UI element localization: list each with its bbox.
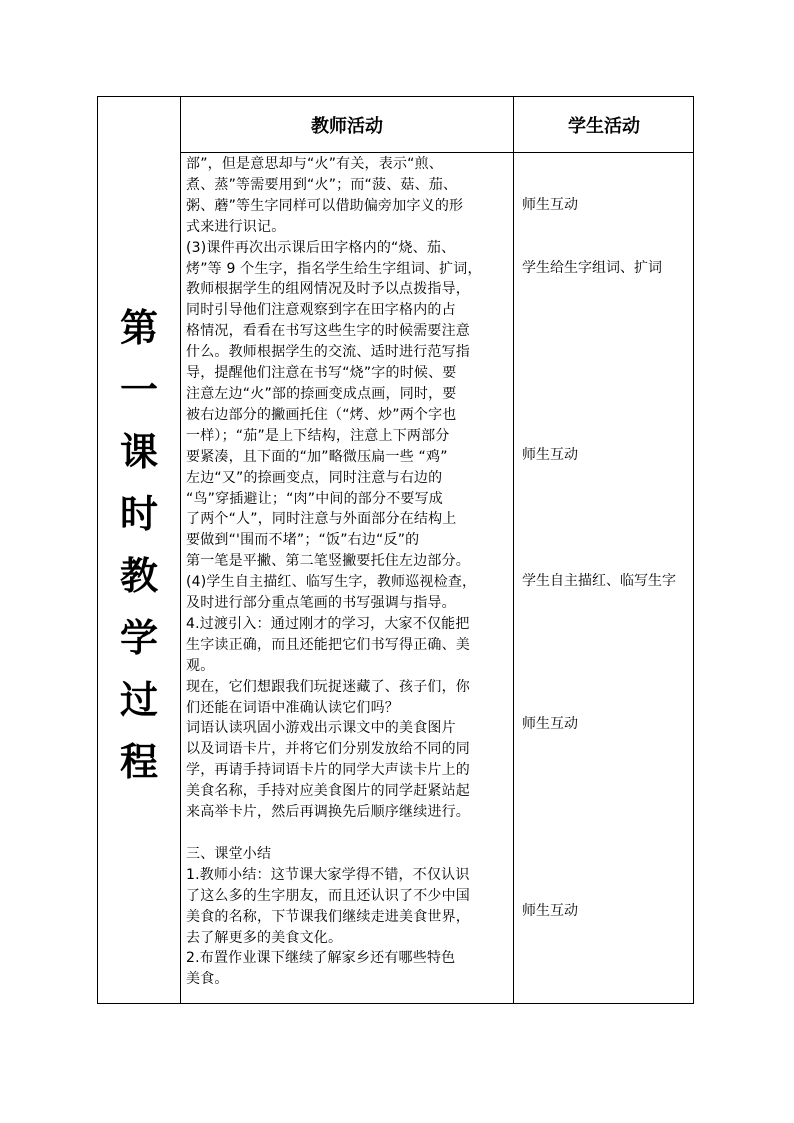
text-line: 教师根据学生的组网情况及时予以点拨指导， <box>186 281 470 298</box>
student-note: 师生互动 <box>522 447 578 463</box>
section-char: 学 <box>119 615 158 660</box>
student-activity-header: 学生活动 <box>568 115 640 137</box>
teacher-activity-text <box>186 154 508 990</box>
text-line: 三、课堂小结 <box>186 845 272 862</box>
text-line: 同时引导他们注意观察到字在田字格内的占 <box>186 302 456 319</box>
text-line: 要做到“'围而不堵”；“饭”右边“反”的 <box>186 532 420 549</box>
text-line: (4)学生自主描红、临写生字，教师巡视检查， <box>186 574 477 591</box>
section-label <box>98 297 180 793</box>
text-line: (3)课件再次出示课后田字格内的“烧、茄、 <box>186 239 456 256</box>
text-line: 第一笔是平撇、第二笔竖撇要托住左边部分。 <box>186 553 470 570</box>
lesson-table <box>97 96 694 1004</box>
teacher-activity-header: 教师活动 <box>311 115 383 137</box>
column-divider-right <box>513 97 514 1003</box>
text-line: 导，提醒他们注意在书写“烧”字的时候、要 <box>186 365 457 382</box>
text-line: 2.布置作业课下继续了解家乡还有哪些特色 <box>186 950 456 967</box>
text-line: 了这么多的生字朋友，而且还认识了不少中国 <box>186 887 470 904</box>
text-line: 了两个“人”，同时注意与外面部分在结构上 <box>186 511 457 528</box>
text-line: 一样）；“茄”是上下结构，注意上下两部分 <box>186 427 450 444</box>
text-line: 注意左边“火”部的捺画变成点画，同时，要 <box>186 385 457 402</box>
student-note: 师生互动 <box>522 903 578 919</box>
section-char: 程 <box>119 739 158 784</box>
text-line: 4.过渡引入：通过刚才的学习，大家不仅能把 <box>186 615 470 632</box>
text-line: 式来进行识记。 <box>186 218 286 235</box>
student-note: 师生互动 <box>522 716 578 732</box>
section-char: 一 <box>119 367 158 412</box>
text-line: 部”，但是意思却与“火”有关，表示“煎、 <box>186 156 444 172</box>
text-line: “鸟”穿插避让；“肉”中间的部分不要写成 <box>186 490 444 507</box>
section-char: 教 <box>119 553 158 598</box>
header-divider <box>180 152 693 153</box>
section-char: 课 <box>119 429 158 474</box>
text-line: 现在，它们想跟我们玩捉迷藏了、孩子们，你 <box>186 678 470 695</box>
text-line: 生字读正确，而且还能把它们书写得正确、美 <box>186 636 470 653</box>
text-line: 学，再请手持词语卡片的同学大声读卡片上的 <box>186 762 470 779</box>
text-line: 词语认读巩固小游戏出示课文中的美食图片 <box>186 720 456 737</box>
column-divider-left <box>180 97 181 1003</box>
text-line: 来高举卡片，然后再调换先后顺序继续进行。 <box>186 804 470 821</box>
student-note: 师生互动 <box>522 197 578 213</box>
text-line: 美食名称，手持对应美食图片的同学赶紧站起 <box>186 783 470 800</box>
text-line: 去了解更多的美食文化。 <box>186 929 343 946</box>
text-line: 要紧凑，且下面的“加”略微压扁一些 “鸡” <box>186 448 448 465</box>
text-line: 左边“又”的捺画变点，同时注意与右边的 <box>186 469 443 486</box>
text-line: 及时进行部分重点笔画的书写强调与指导。 <box>186 595 456 612</box>
text-line: 美食。 <box>186 971 229 988</box>
text-line: 1.教师小结：这节课大家学得不错，不仅认识 <box>186 866 470 883</box>
text-line: 以及词语卡片，并将它们分别发放给不同的同 <box>186 741 470 758</box>
blank-line <box>186 823 508 844</box>
text-line: 观。 <box>186 657 215 674</box>
section-char: 时 <box>119 491 158 536</box>
text-line: 什么。教师根据学生的交流、适时进行范写指 <box>186 344 470 361</box>
section-char: 过 <box>119 677 158 722</box>
text-line: 美食的名称，下节课我们继续走进美食世界， <box>186 908 470 925</box>
section-char: 第 <box>119 305 158 350</box>
text-line: 被右边部分的撇画托住（“烤、炒”两个字也 <box>186 406 457 423</box>
text-line: 烤”等 9 个生字，指名学生给生字组词、扩词， <box>186 260 482 277</box>
text-line: 煮、蒸”等需要用到“火”；而“菠、菇、茄、 <box>186 176 458 193</box>
text-line: 们还能在词语中准确认读它们吗？ <box>186 699 399 716</box>
text-line: 格情况，看看在书写这些生字的时候需要注意 <box>186 323 470 340</box>
text-line: 粥、蘑”等生字同样可以借助偏旁加字义的形 <box>186 197 464 214</box>
student-note: 学生给生字组词、扩词 <box>522 260 662 276</box>
student-note: 学生自主描红、临写生字 <box>522 573 676 589</box>
